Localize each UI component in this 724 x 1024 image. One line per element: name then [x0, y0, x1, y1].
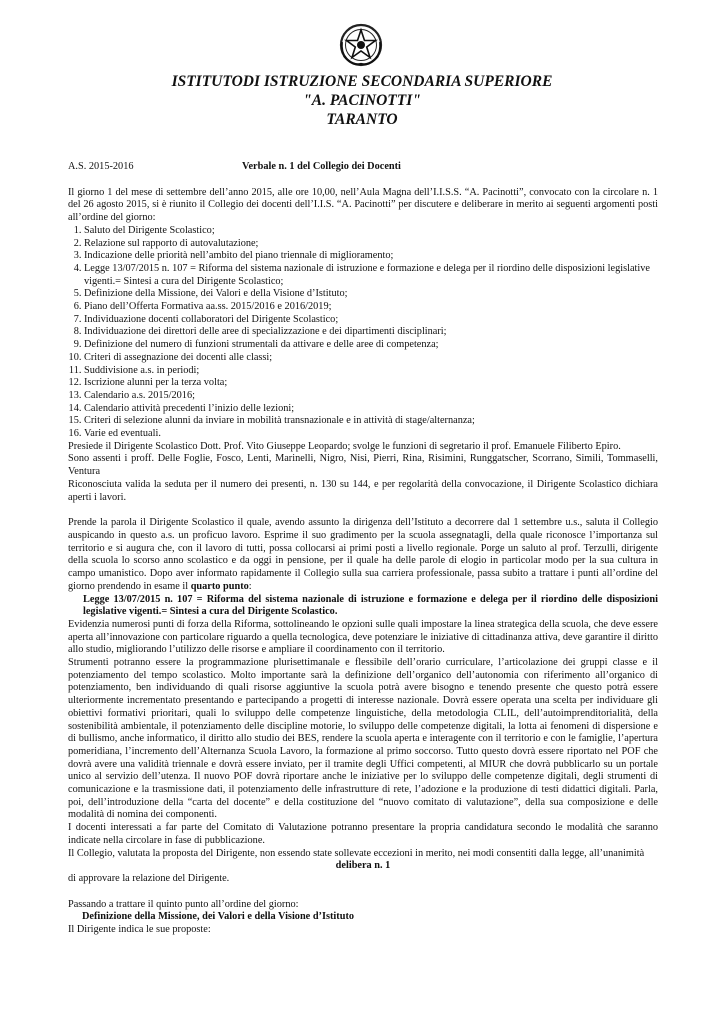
delibera-heading: delibera n. 1: [335, 860, 391, 872]
assenti-paragraph: Sono assenti i proff. Delle Foglie, Fosco, Lenti, Marinelli, Nigro, Nisi, Pierri, Rina, Risimini, Runggatscher, Scorrano, Simili, Tommaselli, Ventura: [68, 453, 658, 478]
agenda-item: 10. Criteri di assegnazione dei docenti alle classi;: [84, 352, 658, 365]
definizione-heading-text: Definizione della Missione, dei Valori e della Visione d’Istituto: [82, 911, 355, 923]
school-city: TARANTO: [326, 111, 398, 128]
school-year: A.S. 2015-2016: [68, 161, 134, 172]
document-title: Verbale n. 1 del Collegio dei Docenti: [242, 161, 401, 172]
docenti-paragraph: I docenti interessati a far parte del Comitato di Valutazione potranno presentare la propria candidatura secondo le modalità che saranno indicate nella circolare in fase di pubblicazione.: [68, 822, 658, 846]
school-header: [0, 72, 724, 129]
parola-text: Prende la parola il Dirigente Scolastico il quale, avendo assunto la dirigenza dell’Istituto a decorrere dal 1 settembre u.s., saluta il Collegio auspicando in questo a.s. un proficuo lavoro. Esprime il suo gradimento per la scuola assegnatagli, della quale riconosce l’importanza sul territorio e si augura che, con il lavoro di tutti, possa collocarsi ai primi posti a livello regionale. Porge un saluto al prof. Terzulli, dirigente della scuola lo scorso anno scolastico e da oggi in pensione, per il quale ha delle parole di elogio in particolar modo per la sua cultura in campo umanistico. Dopo aver informato rapidamente il Collegio sulla sua carriera professionale, passa subito a trattare i punti all’ordine del giorno prendendo in esame il: [68, 517, 658, 592]
italian-republic-emblem-icon: [338, 22, 384, 68]
agenda-item: 7. Individuazione docenti collaboratori del Dirigente Scolastico;: [84, 314, 658, 327]
agenda-item: 13. Calendario a.s. 2015/2016;: [84, 390, 658, 403]
presiede-paragraph: Presiede il Dirigente Scolastico Dott. Prof. Vito Giuseppe Leopardo; svolge le funzioni di segretario il prof. Emanuele Filiberto Epiro.: [68, 440, 621, 452]
agenda-item: 1. Saluto del Dirigente Scolastico;: [84, 225, 658, 238]
quarto-punto: quarto punto: [190, 580, 249, 592]
document-title-row: [68, 161, 658, 174]
strumenti-paragraph: Strumenti potranno essere la programmazione plurisettimanale e flessibile dell’orario curriculare, l’articolazione dei gruppi classe e il potenziamento del tempo scolastico. Molto importante sarà la definizione dell’organico dell’autonomia con riferimento all’organico di potenziamento, ben individuando di quali risorse aggiuntive la scuola potrà avere bisogno e tenendo presente che questo potrà essere ulteriormente incrementato presentando e partecipando a progetti di interesse nazionale. Dovrà essere operata una scelta per individuare gli obiettivi formativi prioritari, quali lo sviluppo delle competenze linguistiche, della metodologia CLIL, dell’autoimprenditorialità, della sostenibilità ambientale, il potenziamento delle discipline motorie, lo sviluppo delle competenze digitali, la lotta ai fenomeni di dispersione e di bullismo, anche informatico, il diritto allo studio dei BES, rendere la scuola aperta e interagente con il territorio e con le famiglie, l’apertura pomeridiana, l’incremento dell’Alternanza Scuola Lavoro, la formazione al primo soccorso. Tutto questo dovrà essere riportato nel POF che dovrà avere una validità triennale e dovrà essere inviato, per il tramite degli Uffici competenti, al MIUR che dovrà pubblicarlo su un portale unico al servizio dell’utenza. Il nuovo POF dovrà riportare anche le iniziative per lo sviluppo delle competenze digitali, degli strumenti di comunicazione e la trasmissione dati, il potenziamento delle infrastrutture di rete, l’adozione e la produzione di testi didattici digitali. Parla, poi, dell’introduzione della “carta del docente” e della costituzione del “nuovo comitato di valutazione”, della sua composizione e delle modalità di nomina dei componenti.: [68, 657, 658, 821]
agenda-item: 16. Varie ed eventuali.: [84, 428, 658, 441]
agenda-item: 4. Legge 13/07/2015 n. 107 = Riforma del sistema nazionale di istruzione e formazione e delega per il riordino delle disposizioni legislative vigenti.= Sintesi a cura del Dirigente Scolastico;: [84, 263, 658, 288]
agenda-item: 5. Definizione della Missione, dei Valori e della Visione d’Istituto;: [84, 288, 658, 301]
school-name: ISTITUTODI ISTRUZIONE SECONDARIA SUPERIORE: [171, 73, 553, 90]
school-title: "A. PACINOTTI": [303, 92, 421, 109]
agenda-list: [68, 225, 658, 441]
agenda-item: 15. Criteri di selezione alunni da inviare in mobilità transnazionale e in attività di stage/alternanza;: [84, 415, 658, 428]
agenda-item: 2. Relazione sul rapporto di autovalutazione;: [84, 238, 658, 251]
approvare-paragraph: di approvare la relazione del Dirigente.: [68, 872, 230, 884]
agenda-item: 11. Suddivisione a.s. in periodi;: [84, 365, 658, 378]
agenda-item: 3. Indicazione delle priorità nell’ambito del piano triennale di miglioramento;: [84, 250, 658, 263]
agenda-item: 8. Individuazione dei direttori delle aree di specializzazione e dei dipartimenti disciplinari;: [84, 326, 658, 339]
document-body: [68, 161, 658, 937]
evidenzia-paragraph: Evidenzia numerosi punti di forza della Riforma, sottolineando le opzioni sulle quali impostare la linea strategica della scuola, che deve essere aperta all’innovazione con particolare riguardo a quella tecnologica, deve potenziare le iniziative di cittadinanza attiva, deve garantire il diritto allo studio, migliorando l’utilizzo delle risorse e ampliare il coordinamento con il territorio.: [68, 618, 658, 656]
collegio-paragraph: Il Collegio, valutata la proposta del Dirigente, non essendo state sollevate eccezioni in merito, nei modi consentiti dalla legge, all’unanimità: [68, 847, 645, 859]
agenda-item: 12. Iscrizione alunni per la terza volta;: [84, 377, 658, 390]
agenda-item: 9. Definizione del numero di funzioni strumentali da attivare e delle aree di competenza;: [84, 339, 658, 352]
legge-heading: Legge 13/07/2015 n. 107 = Riforma del sistema nazionale di istruzione e formazione e delega per il riordino delle disposizioni legislative vigenti.= Sintesi a cura del Dirigente Scolastico.: [83, 593, 658, 618]
agenda-item: 14. Calendario attività precedenti l’inizio delle lezioni;: [84, 403, 658, 416]
parola-paragraph: Prende la parola il Dirigente Scolastico il quale, avendo assunto la dirigenza dell’Istituto a decorrere dal 1 settembre u.s., saluta il Collegio auspicando in questo a.s. un proficuo lavoro. Esprime il suo gradimento per la scuola assegnatagli, della quale riconosce l’importanza sul territorio e si augura che, con il lavoro di tutti, possa collocarsi ai primi posti a livello regionale. Porge un saluto al prof. Terzulli, dirigente della scuola lo scorso anno scolastico e da oggi in pensione, per il quale ha delle parole di elogio in particolar modo per la sua cultura in campo umanistico. Dopo aver informato rapidamente il Collegio sulla sua carriera professionale, passa subito a trattare i punti all’ordine del giorno prendendo in esame il quarto punto:: [68, 517, 658, 592]
intro-paragraph: Il giorno 1 del mese di settembre dell’anno 2015, alle ore 10,00, nell’Aula Magna dell’I.I.S.S. “A. Pacinotti”, convocato con la circolare n. 1 del 26 agosto 2015, si è riunito il Collegio dei docenti dell’I.I.S. “A. Pacinotti” per discutere e deliberare in merito ai seguenti argomenti posti all’ordine del giorno:: [68, 186, 658, 224]
seduta-paragraph: Riconosciuta valida la seduta per il numero dei presenti, n. 130 su 144, e per regolarità della convocazione, il Dirigente Scolastico dichiara aperti i lavori.: [68, 478, 658, 503]
definizione-heading: [68, 911, 658, 924]
indica-paragraph: Il Dirigente indica le sue proposte:: [68, 924, 211, 936]
agenda-item: 6. Piano dell’Offerta Formativa aa.ss. 2015/2016 e 2016/2019;: [84, 301, 658, 314]
passando-paragraph: Passando a trattare il quinto punto all’ordine del giorno:: [68, 898, 299, 910]
